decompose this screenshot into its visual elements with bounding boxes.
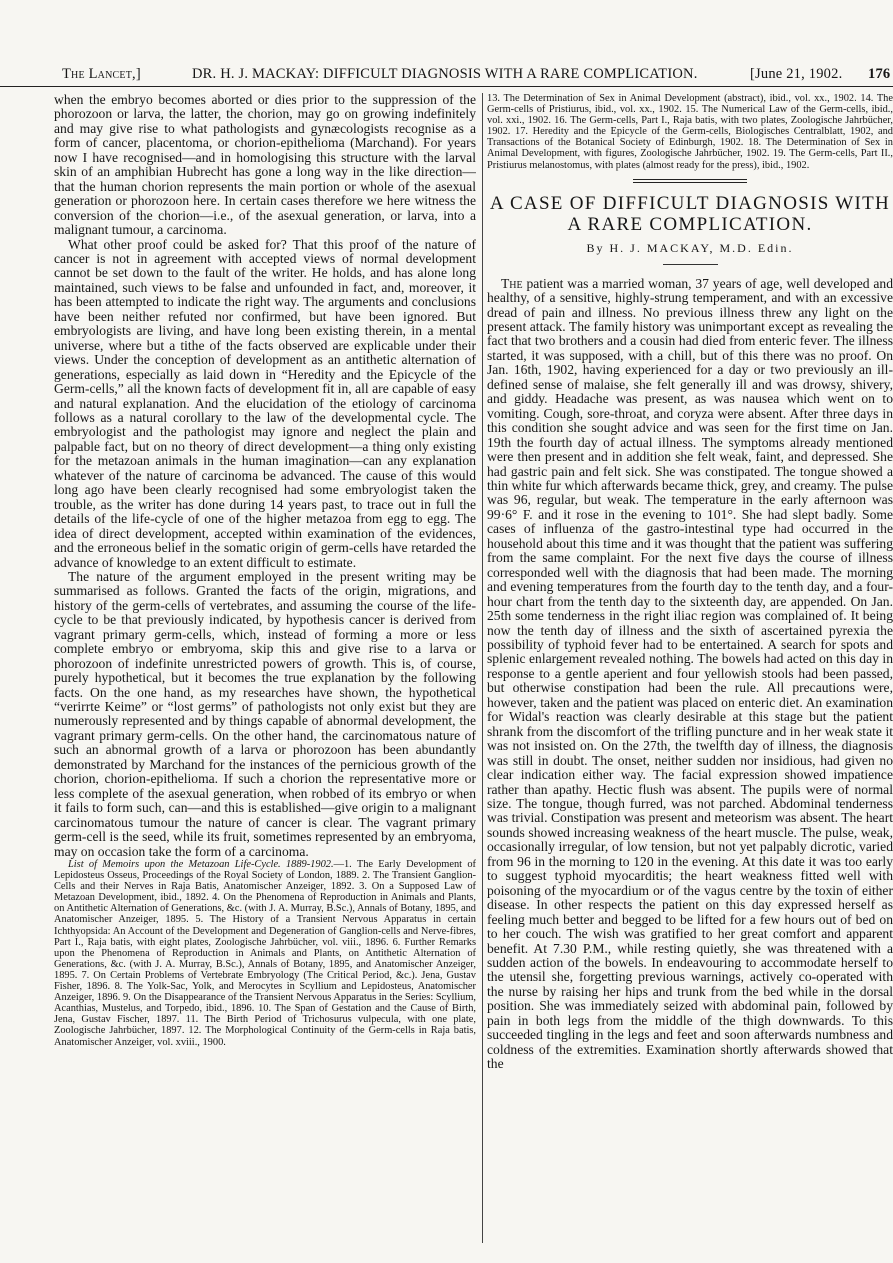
memoirs-heading: List of Memoirs upon the Metazoan Life-Cycle. 1889-1902.	[68, 859, 334, 871]
column-divider	[482, 93, 483, 1243]
page-number: 176	[868, 66, 891, 82]
memoirs-list-continued: 13. The Determination of Sex in Animal Development (abstract), ibid., vol. xx., 1902. 14. The Germ-cells of Pristiurus, ibid., vol. xx., 1902. 15. The Numerical Law of the Germ-cells, ibid., vol. xxi., 1902. 16. The Germ-cells, Part I., Raja batis, with two plates, Zoologische Jahrbücher, 1902. 17. Heredity and the Epicycle of the Germ-cells, Biologisches Centralblatt, 1902, and Transactions of the Botanical Society of Edinburgh, 1902. 18. The Determination of Sex in Animal Development, with figures, Zoologische Jahrbücher, 1902. 19. The Germ-cells, Part II., Pristiurus melanostomus, with plates (almost ready for the press), ibid., 1902.	[487, 93, 893, 171]
paragraph	[487, 277, 893, 1072]
running-header	[0, 62, 893, 87]
article-title-line: A CASE OF DIFFICULT DIAGNOSIS WITH	[489, 192, 891, 214]
journal-name: The Lancet,]	[62, 66, 141, 82]
running-title: DR. H. J. MACKAY: DIFFICULT DIAGNOSIS WITH A RARE COMPLICATION.	[192, 66, 698, 82]
paragraph: when the embryo becomes aborted or dies prior to the suppression of the phorozoon or larva, the latter, the chorion, may go on growing indefinitely and may give rise to what pathologists and gynæcologists recognise as a form of cancer, placentoma, or chorion-epithelioma (Marchand). For years now I have recognised—and in homologising this structure with the larval skin of an amphibian Hubrecht has gone a long way in the like direction—that the human chorion represents the main portion or whole of the asexual generation or phorozoon here. In certain cases therefore we here witness the conversion of the chorion—i.e., of the asexual generation, or larva, into a malignant tumour, a carcinoma.	[54, 93, 476, 238]
article-title	[487, 193, 893, 235]
paragraph: The nature of the argument employed in the present writing may be summarised as follows. Granted the facts of the origin, migrations, and history of the germ-cells of vertebrates, and assuming the course of the life-cycle to be that previously indicated, by hypothesis cancer is derived from vagrant primary germ-cells, which, instead of forming a more or less complete embryo or embryoma, skip this and give rise to a larva or phorozoon of indefinite unrestricted powers of growth. This is, of course, purely hypothetical, but it becomes the true explanation by the following facts. On the one hand, as my researches have shown, the hypothetical “verirrte Keime” or “lost germs” of pathologists not only exist but they are numerously represented and by things capable of abnormal development, the vagrant primary germ-cells. On the other hand, the carcinomatous nature of such an abnormal growth of a larva or phorozoon has been abundantly demonstrated by Marchand for the instances of the pernicious growth of the chorion, chorion-epithelioma. If such a chorion the representative more or less complete of the asexual generation, when robbed of its embryo or when it fails to form such, can—and this is established—give origin to a malignant carcinomatous tumour the nature of cancer is clear. The vagrant primary germ-cell is the seed, while its fruit, sometimes represented by an embryoma, may on occasion take the form of a carcinoma.	[54, 568, 476, 859]
paragraph-text: patient was a married woman, 37 years of age, well developed and healthy, of a sensitive, highly-strung temperament, and with an excessive dread of pain and illness. No previous illness threw any light on the present attack. The family history was unimportant except as revealing the fact that two brothers and a cousin had died from enteric fever. The illness started, it was supposed, with a chill, but of this there was no proof. On Jan. 16th, 1902, having experienced for a day or two previously an ill-defined sense of malaise, she felt generally ill and was drowsy, shivery, and giddy. Headache was present, as was nausea which went on to vomiting. Cough, sore-throat, and coryza were absent. After three days in this condition she sought advice and was seen for the first time on Jan. 19th the fourth day of actual illness. The symptoms already mentioned were then present and in addition she felt weak, faint, and depressed. She had gastric pain and felt sick. She was constipated. The tongue showed a thin white fur which afterwards became thick, grey, and creamy. The pulse was 96, regular, but weak. The temperature in the early afternoon was 99·6° F. and it rose in the evening to 101°. She had slept badly. Some cases of influenza of the gastro-intestinal type had occurred in the household about this time and it was thought that the patient was suffering from the same complaint. For the next five days the course of illness corresponded well with the diagnosis that had been made. The morning and evening temperatures from the fourth day to the tenth day, and a four-hour chart from the tenth day to the sixteenth day, are appended. On Jan. 25th some tenderness in the right iliac region was complained of. It being now the tenth day of illness and the sixth of ascertained pyrexia the possibility of typhoid fever had to be entertained. A search for spots and splenic enlargement revealed nothing. The bowels had acted on this day in response to a gentle aperient and four yellowish stools had been passed, but otherwise constipation had been the rule. All precautions were, however, taken and the patient was placed on enteric diet. An examination for Widal's reaction was clearly desirable at this stage but the patient shrank from the discomfort of the trifling puncture and in her weak state it was not insisted on. On the 27th, the twelfth day of illness, the diagnosis was still in doubt. The onset, neither sudden nor insidious, had given no clear indication either way. The facial expression showed impatience rather than apathy. Hectic flush was absent. The pupils were of normal size. The tongue, though furred, was not parched. Abdominal tenderness was trivial. Constipation was present and meteorism was absent. The heart sounds showed increasing weakness of the heart muscle. The pulse, weak, occasionally irregular, of low tension, but not yet palpably dicrotic, varied from 96 in the morning to 120 in the evening. At this date it was too early to suggest typhoid myocarditis; the heart weakness fitted well with poisoning of the myocardium or of the vagus centre by the toxin of either disease. In other respects the patient on this day expressed herself as feeling much better and begged to be lifted for a few hours out of bed on to her couch. The wish was gratified to her great comfort and apparent benefit. At 7.30 P.M., while resting quietly, she was threatened with a sudden action of the bowels. In endeavouring to accommodate herself to the utensil she, forgetting previous warnings, actively co-operated with the nurse by raising her hips and trunk from the bed while in the dorsal position. She was immediately seized with abdominal pain, followed by pain in both legs from the middle of the thigh downwards. To this succeeded tingling in the legs and feet and soon afterwards numbness and coldness of the extremities. Examination shortly afterwards showed that the	[487, 275, 893, 1072]
memoirs-list	[54, 859, 476, 1048]
byline-divider	[663, 264, 718, 265]
memoirs-entries: —1. The Early Development of Lepidosteus Osseus, Proceedings of the Royal Society of London, 1889. 2. The Transient Ganglion-Cells and their Nerves in Raja Batis, Anatomischer Anzeiger, 1892. 3. On a Supposed Law of Metazoan Development, ibid., 1892. 4. On the Phenomena of Reproduction in Animals and Plants, on Antithetic Alternation of Generations, &c. (with J. A. Murray, B.Sc.), Annals of Botany, 1895, and Anatomischer Anzeiger, 1895. 5. The History of a Transient Nervous Apparatus in certain Ichthyopsida: An Account of the Development and Degeneration of Ganglion-cells and Nerve-fibres, Part I., Raja batis, with eight plates, Zoologische Jahrbücher, vol. viii., 1896. 6. Further Remarks upon the Phenomena of Reproduction in Animals and Plants, on Antithetic Alternation of Generations, &c. (with J. A. Murray, B.Sc.), Annals of Botany, 1895, and Anatomischer Anzeiger, 1895. 7. On Certain Problems of Vertebrate Embryology (The Critical Period, &c.). Jena, Gustav Fisher, 1896. 8. The Yolk-Sac, Yolk, and Merocytes in Scyllium and Lepidosteus, Anatomischer Anzeiger, 1896. 9. On the Disappearance of the Transient Nervous Apparatus in the Series: Scyllium, Acanthias, Mustelus, and Torpedo, ibid., 1896. 10. The Span of Gestation and the Cause of Birth, Jena, Gustav Fischer, 1897. 11. The Birth Period of Trichosurus vulpecula, with one plate, Zoologische Jahrbücher, 1897. 12. The Morphological Continuity of the Germ-cells in Raja batis, Anatomischer Anzeiger, vol. xviii., 1900.	[54, 859, 476, 1048]
section-divider	[633, 179, 747, 183]
left-column	[54, 93, 476, 1253]
article-title-line: A RARE COMPLICATION.	[567, 213, 813, 235]
paragraph: What other proof could be asked for? That this proof of the nature of cancer is not in agreement with accepted views of normal development cannot be set down to the fault of the writer. He holds, and has alone long maintained, such views to be false and unfounded in fact, and, moreover, it has been attempted to indicate the right way. The arguments and conclusions have been neither refuted nor confirmed, but have been ignored. But embryologists are living, and have long been existing therein, in a mental universe, where but a tithe of the facts observed are explicable under their views. Under the conception of development as an antithetic alternation of generations, especially as laid down in “Heredity and the Epicycle of the Germ-cells,” all the known facts of development fit in, all are capable of easy and natural explanation. And the elucidation of the etiology of carcinoma follows as a natural corollary to the law of the developmental cycle. The embryologist and the pathologist may ignore and neglect the plain and palpable fact, but on no theory of direct development—a thing only existing for the metazoan animals in the human imagination—can any explanation whatever of the nature of carcinoma be advanced. The cause of this would long ago have been clearly recognised had some embryologist taken the trouble, as the writer has done during 14 years past, to trace out in full the details of the life-cycle of one of the higher metazoa from egg to egg. The idea of direct development, accepted within examination of the evidences, and the erroneous belief in the somatic origin of germ-cells have retarded the advance of knowledge to an extent difficult to estimate.	[54, 236, 476, 570]
byline: By H. J. MACKAY, M.D. Edin.	[586, 240, 794, 255]
right-column	[487, 93, 893, 1253]
issue-date: [June 21, 1902.	[750, 66, 843, 82]
lead-word: The	[501, 275, 523, 291]
